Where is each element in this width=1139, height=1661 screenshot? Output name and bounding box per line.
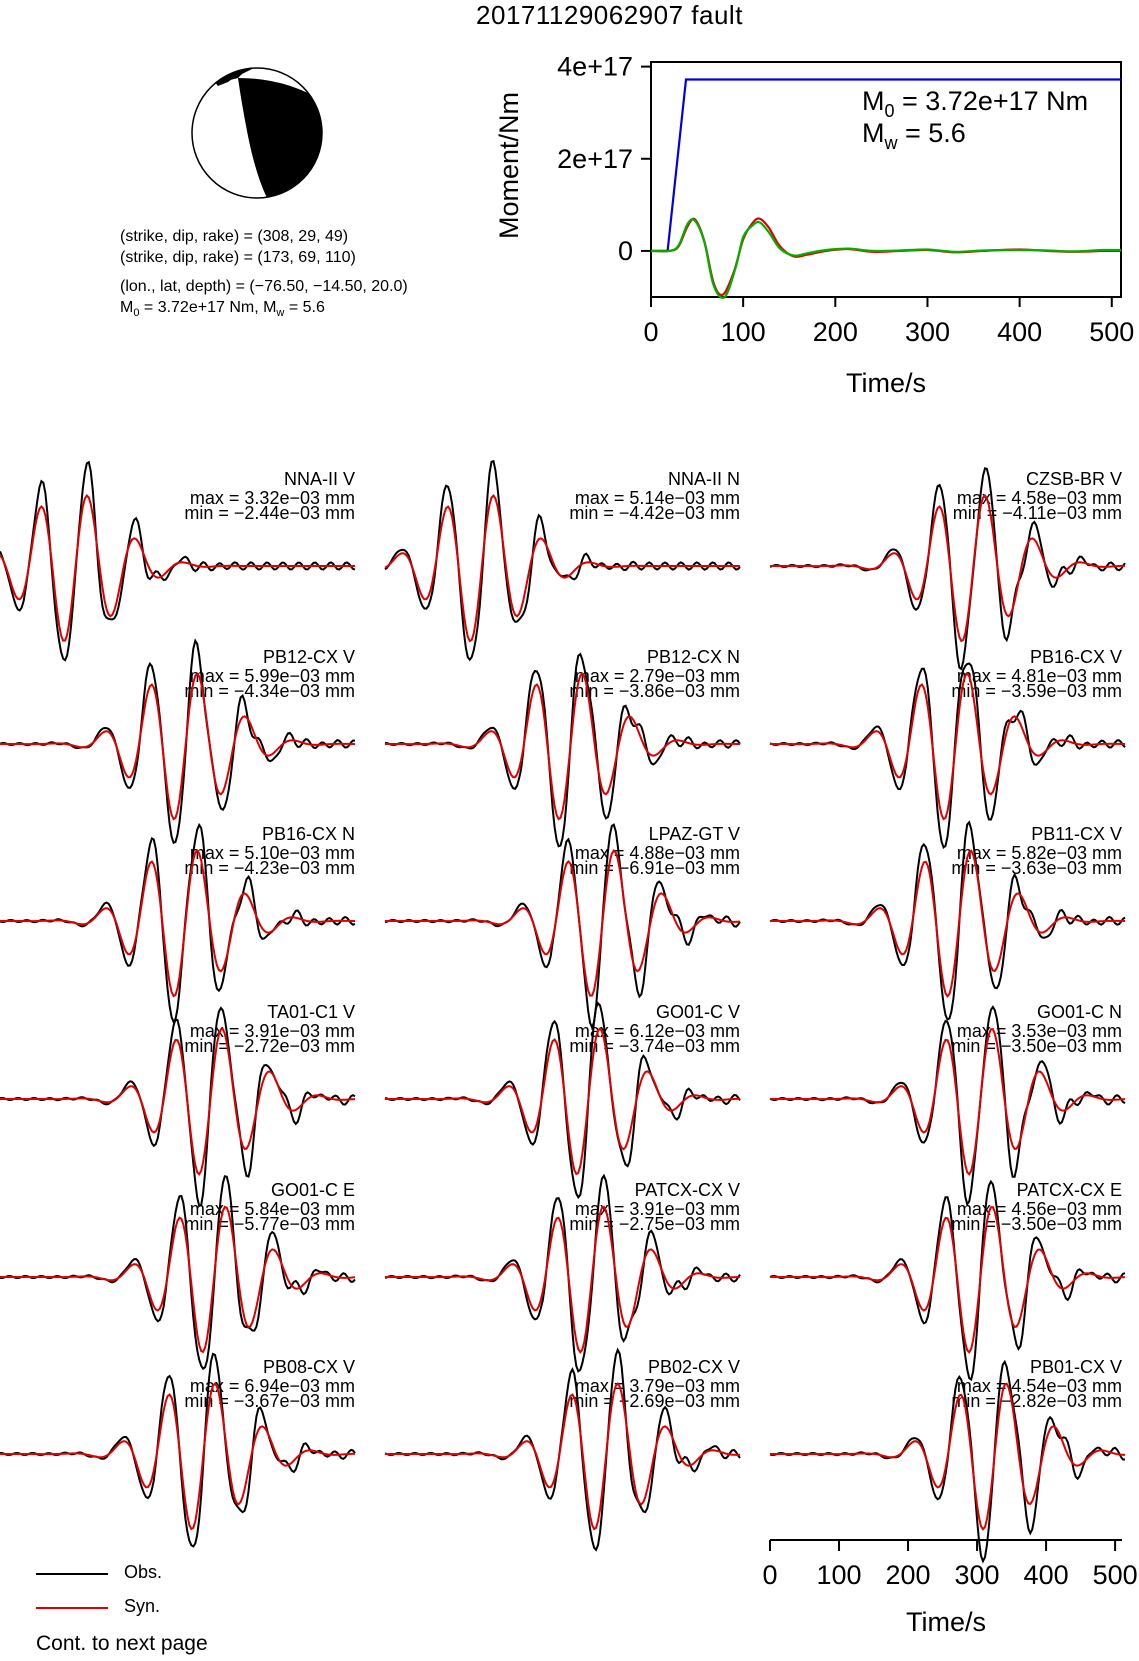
min-amplitude-label: min = −2.69e−03 mm (569, 1391, 740, 1411)
moment-magnitude: $M_0 = 3.72e+17$ Nm, $M_w = 5.6$ (120, 299, 325, 320)
max-amplitude-label: max = 3.32e−03 mm (189, 488, 355, 508)
legend (36, 1560, 236, 1640)
station-label: PB01-CX V (1029, 1357, 1122, 1377)
legend-obs-swatch (36, 1573, 108, 1575)
moment-y-tick-label: 0 (617, 235, 633, 266)
waveform-panel (385, 647, 740, 846)
min-amplitude-label: min = −4.11e−03 mm (952, 503, 1122, 523)
waveform-panel (385, 1176, 740, 1372)
min-amplitude-label: min = −3.59e−03 mm (951, 681, 1122, 701)
max-amplitude-label: max = 5.82e−03 mm (956, 843, 1122, 863)
waveform-panel (770, 1180, 1125, 1380)
station-label: PB12-CX V (262, 647, 355, 667)
max-amplitude-label: max = 4.88e−03 mm (574, 843, 740, 863)
nodal-plane-2: (strike, dip, rake) = (173, 69, 110) (120, 249, 356, 266)
waveform-x-tick-label: 0 (762, 1560, 778, 1590)
moment-x-tick-label: 200 (812, 317, 858, 347)
max-amplitude-label: max = 4.56e−03 mm (956, 1199, 1122, 1219)
station-label: NNA-II N (668, 469, 740, 489)
min-amplitude-label: min = −6.91e−03 mm (569, 858, 740, 878)
moment-x-axis-label: Time/s (846, 368, 926, 398)
waveform-panel (0, 462, 355, 660)
min-amplitude-label: min = −4.34e−03 mm (184, 681, 355, 701)
waveform-panel (770, 468, 1125, 669)
min-amplitude-label: min = −2.82e−03 mm (951, 1391, 1122, 1411)
max-amplitude-label: max = 2.79e−03 mm (574, 666, 740, 686)
station-label: PB02-CX V (647, 1357, 740, 1377)
waveform-x-tick-label: 100 (816, 1560, 862, 1590)
waveform-panel (770, 647, 1125, 847)
waveform-panel (0, 824, 355, 1022)
waveform-panel (0, 1002, 355, 1206)
location: (lon., lat, depth) = (−76.50, −14.50, 20.0) (120, 278, 408, 295)
moment-y-tick-label: 2e+17 (557, 143, 633, 174)
station-label: CZSB-BR V (1025, 469, 1122, 489)
min-amplitude-label: min = −5.77e−03 mm (184, 1214, 355, 1234)
waveform-x-tick-label: 400 (1023, 1560, 1069, 1590)
min-amplitude-label: min = −3.63e−03 mm (951, 858, 1122, 878)
station-label: GO01-C V (655, 1002, 740, 1022)
station-label: PB12-CX N (646, 647, 740, 667)
nodal-plane-1: (strike, dip, rake) = (308, 29, 49) (120, 228, 349, 245)
max-amplitude-label: max = 4.54e−03 mm (956, 1376, 1122, 1396)
min-amplitude-label: min = −3.74e−03 mm (569, 1036, 740, 1056)
station-label: LPAZ-GT V (648, 824, 740, 844)
moment-x-tick-label: 500 (1089, 317, 1135, 347)
max-amplitude-label: max = 3.53e−03 mm (956, 1021, 1122, 1041)
waveform-panel (385, 461, 740, 660)
station-label: GO01-C N (1036, 1002, 1122, 1022)
waveform-panel (770, 1357, 1125, 1561)
waveform-panel (0, 1176, 355, 1368)
page-title: 20171129062907 fault (476, 0, 743, 30)
min-amplitude-label: min = −2.72e−03 mm (184, 1036, 355, 1056)
max-amplitude-label: max = 5.14e−03 mm (574, 488, 740, 508)
max-amplitude-label: max = 3.91e−03 mm (574, 1199, 740, 1219)
max-amplitude-label: max = 5.99e−03 mm (189, 666, 355, 686)
max-amplitude-label: max = 4.58e−03 mm (956, 488, 1122, 508)
min-amplitude-label: min = −2.44e−03 mm (184, 503, 355, 523)
max-amplitude-label: max = 5.84e−03 mm (189, 1199, 355, 1219)
station-label: PB16-CX N (261, 824, 355, 844)
waveform-panel (385, 1350, 740, 1550)
min-amplitude-label: min = −3.86e−03 mm (569, 681, 740, 701)
station-label: NNA-II V (283, 469, 355, 489)
waveform-x-tick-label: 200 (885, 1560, 931, 1590)
min-amplitude-label: min = −3.67e−03 mm (184, 1391, 355, 1411)
max-amplitude-label: max = 5.10e−03 mm (189, 843, 355, 863)
min-amplitude-label: min = −4.42e−03 mm (569, 503, 740, 523)
legend-syn-swatch (36, 1607, 108, 1609)
max-amplitude-label: max = 3.79e−03 mm (574, 1376, 740, 1396)
min-amplitude-label: min = −2.75e−03 mm (569, 1214, 740, 1234)
moment-x-tick-label: 0 (643, 317, 659, 347)
moment-x-tick-label: 400 (997, 317, 1043, 347)
station-label: GO01-C E (270, 1180, 355, 1200)
legend-syn-label: Syn. (124, 1596, 161, 1616)
max-amplitude-label: max = 6.94e−03 mm (189, 1376, 355, 1396)
min-amplitude-label: min = −3.50e−03 mm (951, 1214, 1122, 1234)
station-label: PB11-CX V (1031, 824, 1122, 844)
legend-obs-label: Obs. (124, 1562, 163, 1582)
moment-annotation-m0: $M_0 = 3.72e+17$ Nm (862, 86, 1089, 121)
moment-x-tick-label: 100 (720, 317, 766, 347)
waveform-panel (0, 641, 355, 843)
waveform-x-axis-label: Time/s (906, 1607, 986, 1637)
max-amplitude-label: max = 6.12e−03 mm (574, 1021, 740, 1041)
station-label: PB08-CX V (262, 1357, 355, 1377)
waveform-x-tick-label: 500 (1092, 1560, 1138, 1590)
moment-x-tick-label: 300 (904, 317, 951, 347)
waveform-panel (770, 822, 1125, 1019)
max-amplitude-label: max = 3.91e−03 mm (189, 1021, 355, 1041)
waveform-panel (0, 1354, 355, 1547)
moment-annotation-mw: $M_w = 5.6$ (862, 118, 966, 153)
waveform-panel (385, 1002, 740, 1197)
station-label: PATCX-CX E (1016, 1180, 1122, 1200)
min-amplitude-label: min = −4.23e−03 mm (184, 858, 355, 878)
waveform-panel (770, 1002, 1125, 1204)
waveform-x-tick-label: 300 (954, 1560, 1000, 1590)
station-label: PATCX-CX V (634, 1180, 740, 1200)
footer-note: Cont. to next page (36, 1632, 208, 1655)
station-label: PB16-CX V (1029, 647, 1122, 667)
station-label: TA01-C1 V (267, 1002, 355, 1022)
waveform-panel (385, 824, 740, 1027)
moment-y-tick-label: 4e+17 (557, 51, 633, 82)
moment-y-axis-label: Moment/Nm (494, 91, 524, 240)
min-amplitude-label: min = −3.50e−03 mm (951, 1036, 1122, 1056)
max-amplitude-label: max = 4.81e−03 mm (956, 666, 1122, 686)
